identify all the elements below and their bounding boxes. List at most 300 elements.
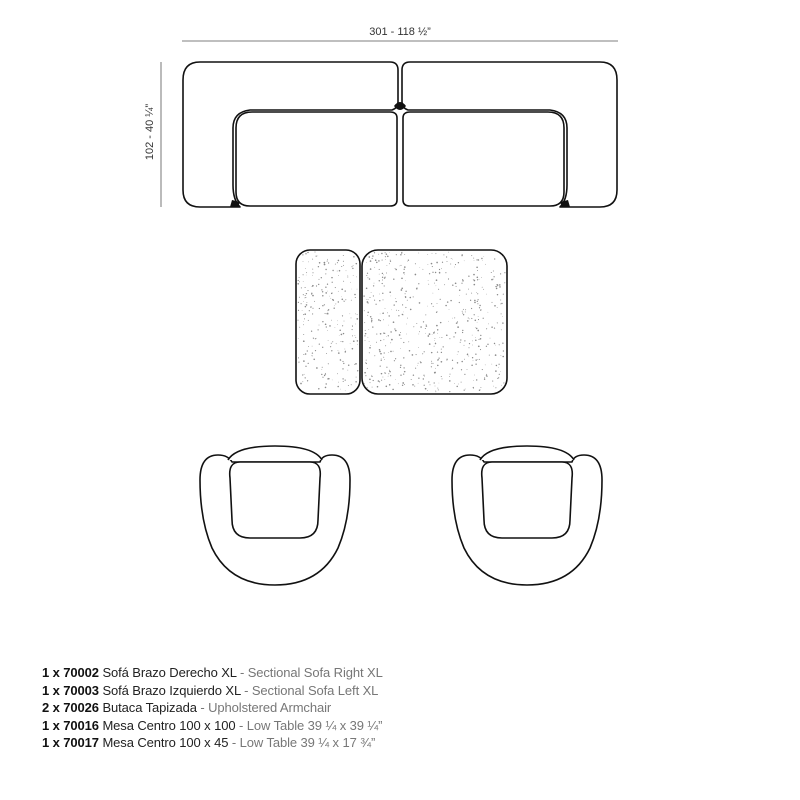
speckle-dot xyxy=(328,340,329,341)
speckle-dot xyxy=(440,299,441,300)
speckle-dot xyxy=(403,367,404,368)
speckle-dot xyxy=(460,339,461,340)
speckle-dot xyxy=(306,272,307,273)
speckle-dot xyxy=(369,297,370,298)
speckle-dot xyxy=(395,358,396,359)
speckle-dot xyxy=(378,319,380,321)
speckle-dot xyxy=(355,363,357,365)
speckle-dot xyxy=(493,386,494,387)
speckle-dot xyxy=(314,301,315,302)
speckle-dot xyxy=(322,321,323,322)
speckle-dot xyxy=(352,268,353,269)
speckle-dot xyxy=(378,260,380,262)
speckle-dot xyxy=(316,338,317,339)
speckle-dot xyxy=(367,368,368,369)
speckle-dot xyxy=(341,334,343,336)
speckle-dot xyxy=(386,254,387,255)
speckle-dot xyxy=(372,258,373,259)
speckle-dot xyxy=(434,331,435,332)
speckle-dot xyxy=(333,307,334,308)
speckle-dot xyxy=(383,339,384,340)
speckle-dot xyxy=(380,353,382,355)
speckle-dot xyxy=(480,335,481,336)
speckle-dot xyxy=(398,383,399,384)
item-qty-code: 1 x 70016 xyxy=(42,717,99,733)
speckle-dot xyxy=(439,272,441,274)
speckle-dot xyxy=(458,351,459,352)
speckle-dot xyxy=(464,260,465,261)
low-table-100x45 xyxy=(296,250,360,394)
speckle-dot xyxy=(436,262,438,264)
speckle-dot xyxy=(410,309,412,311)
speckle-dot xyxy=(332,282,333,283)
speckle-dot xyxy=(428,381,429,382)
item-name-es: Mesa Centro 100 x 100 xyxy=(102,717,236,733)
speckle-dot xyxy=(416,288,418,290)
speckle-dot xyxy=(449,376,450,377)
speckle-dot xyxy=(394,328,395,329)
speckle-dot xyxy=(312,308,313,309)
speckle-dot xyxy=(466,294,467,295)
item-name-es: Sofá Brazo Izquierdo XL xyxy=(102,682,241,698)
speckle-dot xyxy=(467,320,469,322)
speckle-dot xyxy=(400,254,402,256)
speckle-dot xyxy=(431,352,432,353)
speckle-dot xyxy=(464,374,465,375)
item-name-es: Sofá Brazo Derecho XL xyxy=(102,665,237,680)
speckle-dot xyxy=(311,306,312,307)
speckle-dot xyxy=(491,326,493,328)
speckle-dot xyxy=(434,346,435,347)
speckle-dot xyxy=(396,301,397,302)
speckle-dot xyxy=(418,363,419,364)
speckle-dot xyxy=(341,341,342,342)
speckle-dot xyxy=(465,389,466,390)
speckle-dot xyxy=(430,384,431,385)
speckle-dot xyxy=(464,359,465,360)
speckle-dot xyxy=(304,318,305,319)
speckle-dot xyxy=(331,350,332,351)
speckle-dot xyxy=(456,386,458,388)
speckle-dot xyxy=(435,391,436,392)
speckle-dot xyxy=(322,377,323,378)
speckle-dot xyxy=(477,277,479,279)
speckle-dot xyxy=(368,329,369,330)
speckle-dot xyxy=(303,321,304,322)
speckle-dot xyxy=(452,360,453,361)
speckle-dot xyxy=(460,342,461,343)
speckle-dot xyxy=(390,296,391,297)
speckle-dot xyxy=(329,296,330,297)
speckle-dot xyxy=(472,357,473,358)
speckle-dot xyxy=(488,312,489,313)
speckle-dot xyxy=(503,350,504,351)
speckle-dot xyxy=(461,382,462,383)
speckle-dot xyxy=(483,256,484,257)
speckle-dot xyxy=(337,386,339,388)
speckle-dot xyxy=(341,288,343,290)
speckle-dot xyxy=(353,265,354,266)
speckle-dot xyxy=(394,304,395,305)
speckle-dot xyxy=(301,287,302,288)
speckle-dot xyxy=(388,335,389,336)
speckle-dot xyxy=(398,315,399,316)
speckle-dot xyxy=(341,298,343,300)
speckle-dot xyxy=(462,279,463,280)
speckle-dot xyxy=(487,376,488,377)
speckle-dot xyxy=(459,295,460,296)
speckle-dot xyxy=(387,256,389,258)
speckle-dot xyxy=(298,338,299,339)
parts-list-item xyxy=(42,717,383,735)
speckle-dot xyxy=(474,280,476,282)
speckle-dot xyxy=(367,312,368,313)
item-name-en: - Sectional Sofa Right XL xyxy=(239,665,383,680)
speckle-dot xyxy=(298,280,299,281)
speckle-dot xyxy=(338,350,339,351)
speckle-dot xyxy=(365,330,366,331)
speckle-dot xyxy=(471,293,472,294)
speckle-dot xyxy=(298,302,299,303)
speckle-dot xyxy=(299,362,300,363)
speckle-dot xyxy=(427,254,428,255)
sectional-sofa xyxy=(183,62,617,207)
speckle-dot xyxy=(316,255,317,256)
speckle-dot xyxy=(504,282,505,283)
speckle-dot xyxy=(432,266,433,267)
speckle-dot xyxy=(461,369,462,370)
speckle-dot xyxy=(380,365,381,366)
speckle-dot xyxy=(298,310,299,311)
speckle-dot xyxy=(342,325,343,326)
speckle-dot xyxy=(455,264,456,265)
speckle-dot xyxy=(380,333,382,335)
speckle-dot xyxy=(401,252,402,253)
speckle-dot xyxy=(422,269,423,270)
speckle-dot xyxy=(436,312,437,313)
speckle-dot xyxy=(403,272,405,274)
speckle-dot xyxy=(406,324,407,325)
speckle-dot xyxy=(436,279,438,281)
speckle-dot xyxy=(500,303,501,304)
speckle-dot xyxy=(441,376,442,377)
speckle-dot xyxy=(418,347,419,348)
speckle-dot xyxy=(332,299,334,301)
speckle-dot xyxy=(306,302,307,303)
speckle-dot xyxy=(380,320,381,321)
speckle-dot xyxy=(390,351,392,353)
speckle-dot xyxy=(503,253,504,254)
speckle-dot xyxy=(356,318,358,320)
speckle-dot xyxy=(457,326,459,328)
speckle-dot xyxy=(311,331,312,332)
speckle-dot xyxy=(437,329,438,330)
speckle-dot xyxy=(308,262,309,263)
speckle-dot xyxy=(424,351,425,352)
speckle-dot xyxy=(357,340,359,342)
speckle-dot xyxy=(424,376,425,377)
speckle-dot xyxy=(355,324,356,325)
speckle-dot xyxy=(431,361,432,362)
speckle-dot xyxy=(405,307,406,308)
speckle-dot xyxy=(497,378,498,379)
speckle-dot xyxy=(417,365,418,366)
speckle-dot xyxy=(477,303,478,304)
speckle-dot xyxy=(355,297,356,298)
speckle-dot xyxy=(469,343,470,344)
speckle-dot xyxy=(454,317,455,318)
speckle-dot xyxy=(376,334,377,335)
speckle-dot xyxy=(400,265,401,266)
speckle-dot xyxy=(457,354,458,355)
speckle-dot xyxy=(328,262,329,263)
speckle-dot xyxy=(322,295,324,297)
speckle-dot xyxy=(356,377,357,378)
speckle-dot xyxy=(452,318,453,319)
speckle-dot xyxy=(299,297,300,298)
speckle-dot xyxy=(425,333,426,334)
speckle-dot xyxy=(297,320,298,321)
speckle-dot xyxy=(448,278,449,279)
speckle-dot xyxy=(415,368,416,369)
speckle-dot xyxy=(407,300,408,301)
speckle-dot xyxy=(431,363,432,364)
speckle-dot xyxy=(349,313,350,314)
speckle-dot xyxy=(481,277,482,278)
speckle-dot xyxy=(366,360,367,361)
speckle-dot xyxy=(390,342,391,343)
speckle-dot xyxy=(319,343,320,344)
speckle-dot xyxy=(396,310,397,311)
item-name-es: Mesa Centro 100 x 45 xyxy=(102,735,229,750)
speckle-dot xyxy=(471,255,472,256)
speckle-dot xyxy=(449,374,450,375)
speckle-dot xyxy=(435,368,436,369)
speckle-dot xyxy=(498,364,499,365)
speckle-dot xyxy=(395,268,396,269)
speckle-dot xyxy=(391,309,392,310)
speckle-dot xyxy=(383,299,384,300)
speckle-dot xyxy=(326,383,327,384)
speckle-dot xyxy=(400,348,401,349)
speckle-dot xyxy=(389,252,390,253)
speckle-dot xyxy=(312,352,313,353)
speckle-dot xyxy=(501,329,502,330)
parts-list xyxy=(42,664,383,752)
speckle-dot xyxy=(305,366,306,367)
speckle-dot xyxy=(444,284,445,285)
speckle-dot xyxy=(358,254,359,255)
speckle-dot xyxy=(419,267,420,268)
speckle-dot xyxy=(379,269,380,270)
speckle-dot xyxy=(389,263,390,264)
speckle-dot xyxy=(328,309,329,310)
speckle-dot xyxy=(478,259,479,260)
speckle-dot xyxy=(441,337,442,338)
speckle-dot xyxy=(367,277,368,278)
speckle-dot xyxy=(337,320,338,321)
speckle-dot xyxy=(407,318,408,319)
speckle-dot xyxy=(407,261,408,262)
speckle-dot xyxy=(427,390,428,391)
speckle-dot xyxy=(477,279,478,280)
speckle-dot xyxy=(499,286,501,288)
speckle-dot xyxy=(435,253,436,254)
speckle-dot xyxy=(387,312,388,313)
speckle-dot xyxy=(452,284,453,285)
speckle-dot xyxy=(382,283,383,284)
speckle-dot xyxy=(332,341,333,342)
speckle-dot xyxy=(343,261,344,262)
speckle-dot xyxy=(336,343,337,344)
speckle-dot xyxy=(404,254,405,255)
speckle-dot xyxy=(365,375,366,376)
speckle-dot xyxy=(432,363,433,364)
speckle-dot xyxy=(345,390,346,391)
speckle-dot xyxy=(479,307,480,308)
speckle-dot xyxy=(474,314,475,315)
speckle-dot xyxy=(385,256,386,257)
speckle-dot xyxy=(403,342,404,343)
speckle-dot xyxy=(325,373,326,374)
speckle-dot xyxy=(422,353,423,354)
speckle-dot xyxy=(341,296,342,297)
parts-list-item xyxy=(42,682,383,700)
speckle-dot xyxy=(399,266,400,267)
speckle-dot xyxy=(328,363,329,364)
depth-dimension-label: 102 - 40 ¼” xyxy=(144,103,156,161)
speckle-dot xyxy=(368,337,369,338)
speckle-dot xyxy=(385,259,386,260)
speckle-dot xyxy=(364,383,365,384)
speckle-dot xyxy=(321,374,322,375)
speckle-dot xyxy=(319,262,321,264)
speckle-dot xyxy=(386,273,387,274)
speckle-dot xyxy=(493,279,494,280)
speckle-dot xyxy=(322,347,323,348)
speckle-dot xyxy=(299,327,300,328)
speckle-dot xyxy=(297,283,299,285)
speckle-dot xyxy=(316,285,317,286)
speckle-dot xyxy=(435,343,436,344)
speckle-dot xyxy=(457,321,458,322)
speckle-dot xyxy=(472,345,473,346)
speckle-dot xyxy=(463,314,464,315)
speckle-dot xyxy=(299,281,300,282)
speckle-dot xyxy=(370,268,372,270)
speckle-dot xyxy=(303,360,305,362)
speckle-dot xyxy=(434,382,435,383)
speckle-dot xyxy=(379,381,380,382)
speckle-dot xyxy=(319,279,320,280)
speckle-dot xyxy=(388,352,389,353)
speckle-dot xyxy=(389,371,390,372)
item-qty-code: 1 x 70002 xyxy=(42,665,99,680)
speckle-dot xyxy=(378,254,379,255)
speckle-dot xyxy=(298,357,299,358)
speckle-dot xyxy=(371,322,372,323)
speckle-dot xyxy=(339,329,341,331)
speckle-dot xyxy=(473,388,474,389)
speckle-dot xyxy=(501,303,502,304)
speckle-dot xyxy=(400,375,401,376)
speckle-dot xyxy=(384,285,385,286)
speckle-dot xyxy=(464,340,465,341)
speckle-dot xyxy=(370,260,372,262)
speckle-dot xyxy=(437,365,439,367)
speckle-dot xyxy=(401,289,403,291)
speckle-dot xyxy=(302,254,303,255)
speckle-dot xyxy=(474,284,476,286)
speckle-dot xyxy=(491,302,492,303)
speckle-dot xyxy=(373,295,374,296)
speckle-dot xyxy=(344,321,345,322)
speckle-dot xyxy=(461,361,463,363)
speckle-dot xyxy=(478,345,480,347)
speckle-dot xyxy=(343,281,344,282)
speckle-dot xyxy=(352,326,353,327)
speckle-dot xyxy=(385,308,386,309)
speckle-dot xyxy=(473,360,474,361)
speckle-dot xyxy=(384,359,385,360)
speckle-dot xyxy=(307,380,308,381)
speckle-dot xyxy=(332,270,333,271)
speckle-dot xyxy=(493,276,494,277)
speckle-dot xyxy=(325,373,326,374)
speckle-dot xyxy=(317,329,318,330)
speckle-dot xyxy=(325,313,326,314)
speckle-dot xyxy=(432,272,433,273)
speckle-dot xyxy=(357,344,358,345)
speckle-dot xyxy=(338,301,339,302)
speckle-dot xyxy=(379,274,380,275)
speckle-dot xyxy=(335,287,336,288)
speckle-dot xyxy=(404,274,405,275)
speckle-dot xyxy=(488,324,489,325)
speckle-dot xyxy=(371,292,372,293)
speckle-dot xyxy=(337,373,338,374)
speckle-dot xyxy=(496,288,498,290)
speckle-dot xyxy=(331,277,333,279)
speckle-dot xyxy=(458,384,459,385)
speckle-dot xyxy=(382,293,383,294)
speckle-dot xyxy=(475,354,476,355)
speckle-dot xyxy=(322,367,323,368)
speckle-dot xyxy=(448,252,449,253)
speckle-dot xyxy=(425,328,426,329)
sofa-right-seat xyxy=(403,112,564,206)
speckle-dot xyxy=(395,379,396,380)
speckle-dot xyxy=(431,366,432,367)
speckle-dot xyxy=(477,359,478,360)
speckle-dot xyxy=(388,325,389,326)
speckle-dot xyxy=(445,272,446,273)
speckle-dot xyxy=(389,370,390,371)
speckle-dot xyxy=(501,313,502,314)
speckle-dot xyxy=(379,351,381,353)
speckle-dot xyxy=(348,364,349,365)
speckle-dot xyxy=(307,350,308,351)
speckle-dot xyxy=(404,269,405,270)
speckle-dot xyxy=(405,291,406,292)
speckle-dot xyxy=(341,266,342,267)
speckle-dot xyxy=(478,319,479,320)
speckle-dot xyxy=(382,277,383,278)
speckle-dot xyxy=(351,289,352,290)
speckle-dot xyxy=(429,333,431,335)
speckle-dot xyxy=(440,322,441,323)
speckle-dot xyxy=(483,289,484,290)
